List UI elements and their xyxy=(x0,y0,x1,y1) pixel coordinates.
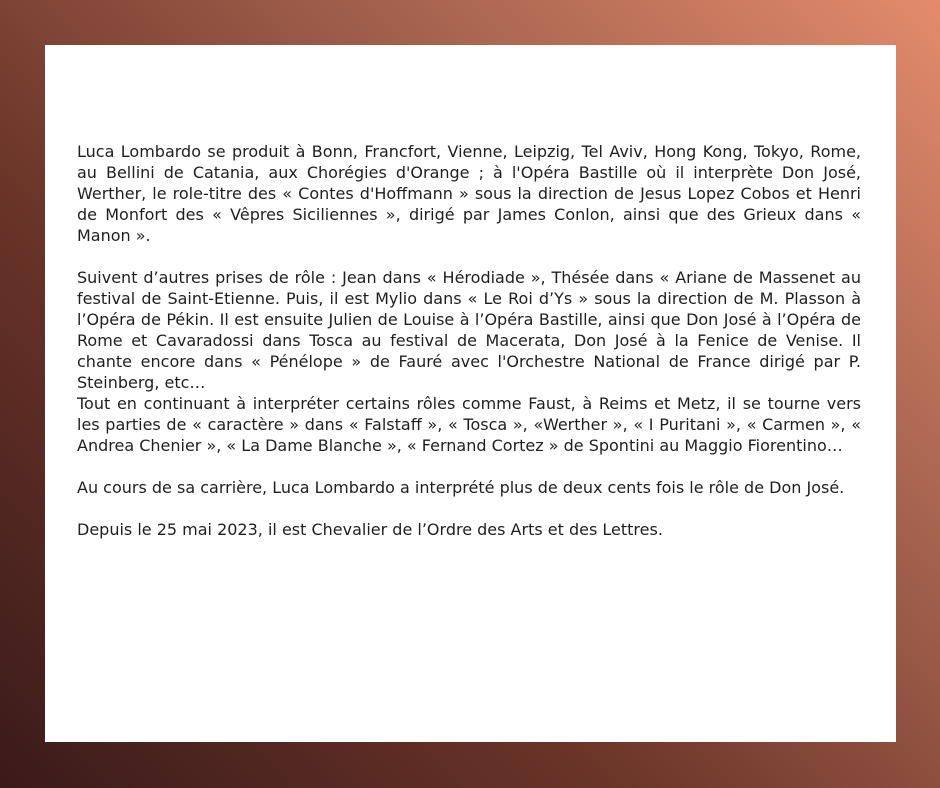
paragraph-role-debuts: Suivent d’autres prises de rôle : Jean dans « Hérodiade », Thésée dans « Ariane de Massenet au festival de Saint-Etienne. Puis, il est Mylio dans « Le Roi d’Ys » sous la direction de M. Plasson à l’Opéra de Pékin. Il est ensuite Julien de Louise à l’Opéra Bastille, ainsi que Don José à l’Opéra de Rome et Cavaradossi dans Tosca au festival de Macerata, Don José à la Fenice de Venise. Il chante encore dans « Pénélope » de Fauré avec l'Orchestre National de France dirigé par P. Steinberg, etc… xyxy=(77,268,861,392)
paragraph-career-venues: Luca Lombardo se produit à Bonn, Francfort, Vienne, Leipzig, Tel Aviv, Hong Kong, Tokyo, Rome, au Bellini de Catania, aux Chorégies d'Orange ; à l'Opéra Bastille où il interprète Don José, Werther, le role-titre des « Contes d'Hoffmann » sous la direction de Jesus Lopez Cobos et Henri de Monfort des « Vêpres Siciliennes », dirigé par James Conlon, ainsi que des Grieux dans « Manon ». xyxy=(77,142,861,245)
paragraph-chevalier: Depuis le 25 mai 2023, il est Chevalier de l’Ordre des Arts et des Lettres. xyxy=(77,520,663,539)
paragraph-character-roles: Tout en continuant à interpréter certains rôles comme Faust, à Reims et Metz, il se tourne vers les parties de « caractère » dans « Falstaff », « Tosca », «Werther », « I Puritani », « Carmen », « Andrea Chenier », « La Dame Blanche », « Fernand Cortez » de Spontini au Maggio Fiorentino… xyxy=(77,394,861,455)
text-card xyxy=(45,45,896,742)
paragraph-don-jose: Au cours de sa carrière, Luca Lombardo a interprété plus de deux cents fois le rôle de Don José. xyxy=(77,478,845,497)
